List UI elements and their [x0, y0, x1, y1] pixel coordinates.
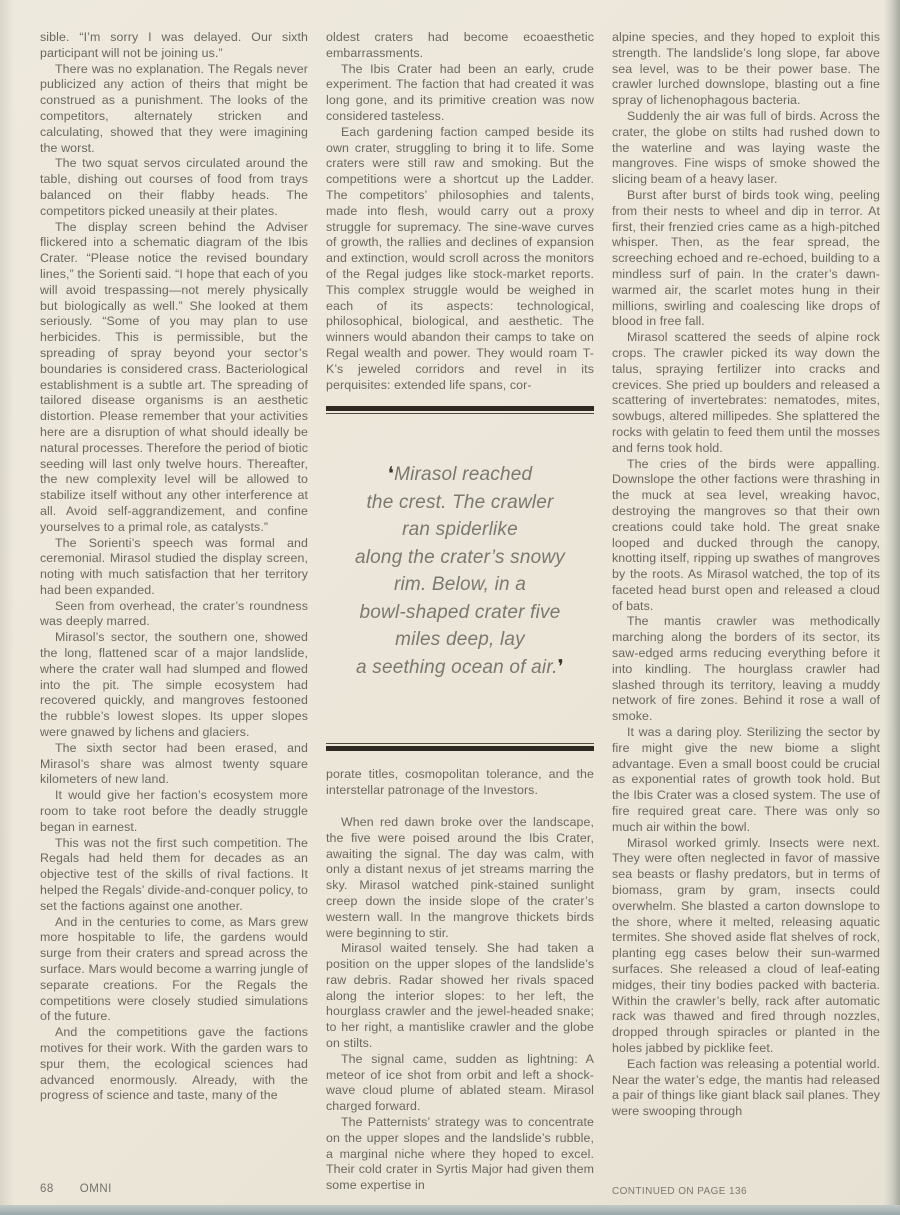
paragraph: Burst after burst of birds took wing, peeling from their nests to wheel and dip in terror. At first, their frenzied cries came as a high-pitched whisper. Then, as the fear spread, the screeching echoed and re-echoed, building to a mindless surf of pain. In the crater’s dawn-warmed air, the scarlet motes hung in their millions, swirling and coalescing like drops of blood in free fall.	[612, 187, 880, 329]
paragraph: Each faction was releasing a potential world. Near the water’s edge, the mantis had released a pair of things like giant black sail planes. They were swooping through	[612, 1056, 880, 1119]
paragraph: Mirasol scattered the seeds of alpine rock crops. The crawler picked its way down the talus, spraying fertilizer into cracks and crevices. She pried up boulders and released a scattering of invertebrates: nematodes, mites, sowbugs, altered millipedes. She splattered the rocks with gelatin to feed them until the mosses and ferns took hold.	[612, 330, 880, 455]
column-3	[612, 30, 880, 1194]
paragraph: sible. “I’m sorry I was delayed. Our sixth participant will not be joining us.”	[40, 30, 308, 60]
page-edge-right	[884, 0, 900, 1215]
paragraph: The display screen behind the Adviser flickered into a schematic diagram of the Ibis Crater. “Please notice the revised boundary lines,” the Sorienti said. “I hope that each of you will avoid trespassing—not merely physically but biologically as well.” She looked at them seriously. “Some of you may plan to use herbicides. This is permissible, but the spreading of spray beyond your sector’s boundaries is considered crass. Bacteriological establishment is a subtle art. The spreading of tailored disease organisms is an aesthetic distortion. Please remember that your activities here are a disruption of what should ideally be natural processes. Therefore the period of biotic seeding will last only twelve hours. Thereafter, the new complexity level will be allowed to stabilize itself without any other interference at all. Avoid self-aggrandizement, and confine yourselves to a primal role, as catalysts.”	[40, 219, 308, 534]
paragraph: The Patternists’ strategy was to concentrate on the upper slopes and the landslide’s rubble, a marginal niche where they hoped to excel. Their cold crater in Syrtis Major had given them some expertise in	[326, 1115, 594, 1193]
column-1	[40, 30, 308, 1194]
close-quote-ornament-icon: ❜	[557, 655, 564, 678]
paragraph: And the competitions gave the factions motives for their work. With the garden wars to spur them, the ecological sciences had advanced enormously. Already, with the progress of science and taste, many of the	[40, 1025, 308, 1103]
pull-quote-line: ran spiderlike	[402, 519, 518, 541]
pull-quote	[326, 406, 594, 751]
paragraph: It was a daring ploy. Sterilizing the sector by fire might give the new biome a slight advantage. Even a small boost could be crucial as exponential rates of growth took hold. But the Ibis Crater was a closed system. The use of fire required great care. There was only so much air within the bowl.	[612, 725, 880, 834]
continuation-notice: CONTINUED ON PAGE 136	[612, 1186, 747, 1197]
paragraph: The two squat servos circulated around the table, dishing out courses of food from trays balanced on their flabby heads. The competitors picked uneasily at their plates.	[40, 156, 308, 218]
publication-name: OMNI	[79, 1183, 112, 1195]
paragraph: Mirasol waited tensely. She had taken a position on the upper slopes of the landslide’s raw debris. Radar showed her rivals spaced along the interior slopes: to her left, the hourglass crawler and the jewel-headed snake; to her right, a mantislike crawler and the globe on stilts.	[326, 941, 594, 1051]
paragraph: When red dawn broke over the landscape, the five were poised around the Ibis Crater, awaiting the signal. The day was calm, with only a distant nexus of jet streams marring the sky. Mirasol watched pink-stained sunlight creep down the inside slope of the crater’s western wall. In the mangrove thickets birds were beginning to stir.	[326, 814, 594, 940]
paragraph: Mirasol’s sector, the southern one, showed the long, flattened scar of a major landslide, where the crater wall had slumped and flowed into the pit. The simple ecosystem had recovered quickly, and mangroves festooned the rubble’s lowest slopes. Its upper slopes were gnawed by lichens and glaciers.	[40, 630, 308, 740]
page-footer	[40, 1183, 112, 1195]
paragraph: The Ibis Crater had been an early, crude experiment. The faction that had created it was long gone, and its primitive creation was now considered tasteless.	[326, 61, 594, 123]
paragraph: Each gardening faction camped beside its own crater, struggling to bring it to life. Some craters were still raw and smoking. But the competitions were a shortcut up the Ladder. The competitors’ philosophies and talents, made into flesh, would carry out a proxy struggle for supremacy. The sine-wave curves of growth, the rallies and declines of expansion and extinction, would scroll across the monitors of the Regal judges like stock-market reports. This complex struggle would be weighed in each of its aspects: technological, philosophical, biological, and aesthetic. The winners would abandon their camps to take on Regal wealth and power. They would roam T-K’s jeweled corridors and revel in its perquisites: extended life spans, cor-	[326, 124, 594, 392]
pull-quote-line: a seething ocean of air.❜	[356, 655, 564, 678]
text-columns	[40, 30, 880, 1194]
pull-quote-line: ❛Mirasol reached	[387, 463, 533, 486]
paragraph: The signal came, sudden as lightning: A meteor of ice shot from orbit and left a shock-wave cloud plume of ablated steam. Mirasol charged forward.	[326, 1051, 594, 1114]
paragraph: This was not the first such competition. The Regals had held them for decades as an objective test of the skills of rival factions. It helped the Regals’ divide-and-conquer policy, to set the factions against one another.	[40, 835, 308, 913]
pull-quote-text	[326, 414, 594, 743]
paragraph: Suddenly the air was full of birds. Across the crater, the globe on stilts had rushed down to the waterline and was laying waste the mangroves. Fine wisps of smoke showed the slicing beam of a heavy laser.	[612, 108, 880, 187]
paragraph: porate titles, cosmopolitan tolerance, and the interstellar patronage of the Investors.	[326, 767, 594, 798]
page-edge-bottom	[0, 1205, 900, 1215]
page-number: 68	[40, 1183, 54, 1195]
pull-quote-line: miles deep, lay	[395, 629, 525, 651]
paragraph: The sixth sector had been erased, and Mirasol’s share was almost twenty square kilometers of new land.	[40, 740, 308, 787]
pull-quote-top-rule	[326, 406, 594, 414]
paragraph: alpine species, and they hoped to exploit this strength. The landslide’s long slope, far above sea level, was to be their power base. The crawler lurched downslope, blasting out a fine spray of lichenophagous bacteria.	[612, 30, 880, 108]
paragraph: It would give her faction’s ecosystem more room to take root before the deadly struggle began in earnest.	[40, 788, 308, 834]
open-quote-ornament-icon: ❛	[387, 463, 395, 486]
paragraph: There was no explanation. The Regals never publicized any action of theirs that might be construed as a punishment. The looks of the competitors, alternately stricken and calculating, showed that they were imagining the worst.	[40, 61, 308, 155]
paragraph: And in the centuries to come, as Mars grew more hospitable to life, the gardens would surge from their craters and spread across the surface. Mars would become a warring jungle of separate creations. For the Regals the competitions were closely studied simulations of the future.	[40, 914, 308, 1024]
pull-quote-line: along the crater’s snowy	[354, 546, 566, 568]
pull-quote-bottom-rule	[326, 743, 594, 751]
paragraph: The mantis crawler was methodically marching along the borders of its sector, its saw-edged arms reducing everything before it into kindling. The hourglass crawler had slashed through its territory, leaving a muddy network of fire zones. Behind it rose a wall of smoke.	[612, 614, 880, 724]
paragraph: Seen from overhead, the crater’s roundness was deeply marred.	[40, 598, 308, 629]
paragraph: Mirasol worked grimly. Insects were next. They were often neglected in favor of massive sea beasts or flashy predators, but in terms of biomass, gram by gram, insects could overwhelm. She blasted a carton downslope to the shore, where it melted, releasing aquatic termites. She shoved aside flat shelves of rock, planting egg cases below their sun-warmed surfaces. She released a cloud of leaf-eating midges, their tiny bodies packed with bacteria. Within the crawler’s belly, rack after automatic rack was thawed and fired through nozzles, dropped through spiracles or planted in the holes jabbed by picklike feet.	[612, 835, 880, 1055]
pull-quote-line: rim. Below, in a	[393, 574, 527, 596]
column-2	[326, 30, 594, 1194]
paragraph: The cries of the birds were appalling. Downslope the other factions were thrashing in the muck at sea level, wreaking havoc, destroying the mangroves so that their own creations could take hold. The great snake looped and ducked through the canopy, knotting itself, ripping up swathes of mangroves by the roots. As Mirasol watched, the top of its faceted head burst open and released a cloud of bats.	[612, 456, 880, 613]
paragraph: oldest craters had become ecoaesthetic embarrassments.	[326, 30, 594, 60]
page-edge-left	[0, 0, 14, 1215]
paragraph: The Sorienti’s speech was formal and ceremonial. Mirasol studied the display screen, noting with much satisfaction that her territory had been expanded.	[40, 535, 308, 597]
pull-quote-line: the crest. The crawler	[366, 491, 554, 513]
pull-quote-line: bowl-shaped crater five	[359, 601, 561, 623]
